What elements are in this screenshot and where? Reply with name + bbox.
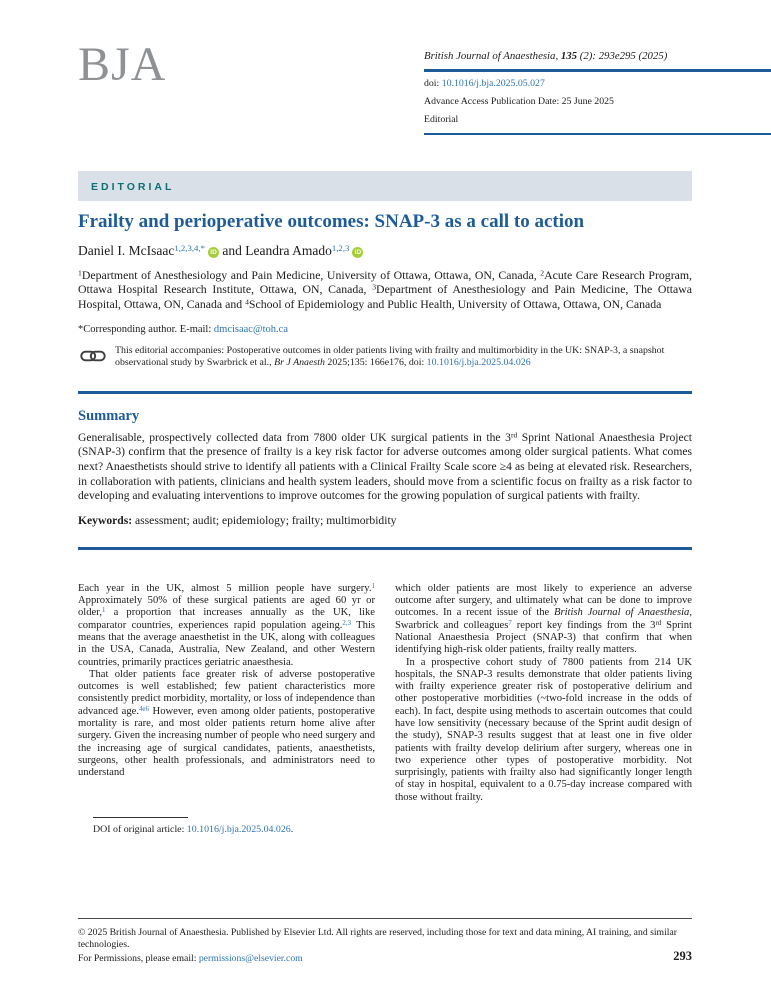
text-segment: Approximately 50% of these surgical patients are aged 60 yr or older, (78, 595, 375, 619)
editorial-banner-label: EDITORIAL (91, 181, 175, 193)
text-segment: Acute Care Research Program, Ottawa Hospital Research Institute, Ottawa, ON, Canada, (78, 267, 692, 297)
permissions-line (78, 953, 692, 965)
orcid-icon[interactable]: iD (208, 247, 219, 258)
inline-link[interactable]: dmcisaac@toh.ca (213, 323, 289, 335)
text-segment: rd (655, 619, 662, 627)
text-segment: *Corresponding author. E-mail: (78, 323, 214, 335)
inline-link[interactable]: 10.1016/j.bja.2025.04.026 (186, 824, 291, 836)
orcid-icon[interactable]: iD (352, 247, 363, 258)
citation-text (424, 50, 771, 62)
summary-heading: Summary (78, 407, 140, 424)
doi-note-text (93, 824, 375, 836)
text-segment: rd (510, 430, 518, 440)
article-title: Frailty and perioperative outcomes: SNAP-3 as a call to action (78, 211, 585, 232)
summary-paragraph (78, 431, 692, 504)
author-line (78, 243, 693, 259)
article-body (78, 583, 692, 837)
text-segment: DOI of original article: (93, 824, 187, 836)
reference-link[interactable]: 7 (508, 619, 512, 627)
text-segment: Department of Anesthesiology and Pain Medicine, The Ottawa Hospital, Ottawa, ON, Canada and (78, 282, 692, 311)
text-segment: a proportion that increases annually as the UK, like comparator countries, experiences rapid population ageing. (78, 607, 375, 631)
text-segment: This means that the average anaesthetist in the UK, along with colleagues in the USA, Canada, Australia, New Zealand, and other Western countries, primarily practices geriatric anaesthesia. (78, 619, 376, 668)
paragraph-group (395, 583, 692, 804)
text-segment: and Leandra Amado (219, 242, 332, 258)
header (0, 0, 771, 135)
affiliations (78, 268, 692, 312)
divider (424, 69, 771, 72)
paragraph (395, 657, 692, 805)
text-segment: Sprint National Anaesthesia Project (SNAP-3) confirm that the presence of frailty is a key risk factor for adverse outcomes among older surgical patients. What comes next? Anaesthetists should strive to identify all patients with a Clinical Frailty Scale score ≥4 as being at elevated risk. Researchers, in collaboration with patients, clinicians and health system leaders, should move from a scientific focus on frailty as a risk factor to developing and evaluating interventions to improve outcomes for the growing population of surgical patients with frailty. (78, 430, 693, 503)
inline-link[interactable]: permissions@elsevier.com (198, 952, 303, 964)
paragraph-group (78, 583, 375, 780)
text-segment: School of Epidemiology and Public Health, University of Ottawa, Ottawa, ON, Canada (248, 296, 662, 311)
text-segment: Generalisable, prospectively collected data from 7800 older UK surgical patients in the 3 (78, 430, 511, 444)
text-segment: This editorial accompanies: Postoperative outcomes in older patients living with frailty and multimorbidity in the UK: SNAP-3, a snapshot observational study by Swarbrick et al., (115, 344, 665, 369)
text-segment: Keywords: (78, 513, 135, 527)
citation-block (424, 50, 771, 135)
text-segment: 2025;135: 166e176, doi: (324, 357, 427, 369)
text-segment: doi: (424, 78, 442, 89)
doi-line (424, 78, 771, 90)
reference-link[interactable]: 2,3 (342, 619, 352, 627)
text-segment: 3 (372, 282, 377, 292)
article-type-label: Editorial (424, 114, 459, 125)
footer (78, 918, 692, 964)
text-segment: Department of Anesthesiology and Pain Medicine, University of Ottawa, Ottawa, ON, Canada, (81, 267, 541, 282)
corresponding-author (78, 324, 693, 335)
text-segment: 4 (245, 297, 249, 307)
reference-link[interactable]: 1 (371, 582, 375, 590)
text-segment: 135 (560, 50, 578, 62)
text-segment: which older patients are most likely to experience an adverse outcome after surgery, and ultimately what can be done to improve outcomes. In a recent issue of the (395, 582, 692, 619)
page-number: 293 (673, 949, 692, 963)
text-segment: Each year in the UK, almost 5 million people have surgery. (78, 582, 372, 594)
divider (78, 391, 692, 394)
inline-link[interactable]: 10.1016/j.bja.2025.05.027 (441, 78, 545, 89)
text-segment: , Swarbrick and colleagues (395, 607, 692, 631)
text-segment: That older patients face greater risk of adverse postoperative outcomes is well established; few patient characteristics more consistently predict morbidity, mortality, or loss of independence than advanced age. (78, 668, 375, 717)
text-segment: Br J Anaesth (274, 357, 325, 369)
text-segment: report key findings from the 3 (511, 619, 656, 631)
accompanying-note (80, 345, 692, 370)
copyright-text: © 2025 British Journal of Anaesthesia. Published by Elsevier Ltd. All rights are reserved, including those for text and data mining, AI training, and similar technologies. (78, 927, 677, 950)
paragraph (78, 669, 375, 780)
original-article-doi-note (93, 817, 375, 836)
text-segment: Daniel I. McIsaac (78, 242, 175, 258)
reference-link[interactable]: 1,2,3 (331, 242, 350, 253)
accompanying-note-text (115, 345, 692, 370)
reference-link[interactable]: 1,2,3,4,* (174, 242, 206, 253)
reference-link[interactable]: 1 (102, 607, 106, 615)
linked-article-icon (80, 347, 106, 365)
divider (78, 547, 692, 550)
footer-divider (78, 918, 692, 919)
journal-logo: BJA (78, 38, 167, 91)
text-segment: For Permissions, please email: (78, 952, 199, 964)
text-segment: (2): 293e295 (2025) (577, 50, 668, 62)
text-segment: Sprint National Anaesthesia Project (SNAP-3) that confirm that when identifying high-risk older patients, frailty really matters. (395, 619, 692, 656)
body-column-left (78, 583, 375, 837)
keywords-line (78, 514, 692, 527)
paragraph (78, 583, 375, 669)
advance-access-date: Advance Access Publication Date: 25 June 2025 (424, 96, 614, 107)
editorial-banner (78, 171, 692, 201)
text-segment: However, even among older patients, postoperative mortality is rare, and most older patients return home alive after surgery. Given the increasing number of people who need surgery and the increasing age of surgical candidates, patients, anaesthetists, surgeons, other health professionals, and administrators need to understand (78, 705, 375, 779)
reference-link[interactable]: 4e6 (138, 705, 149, 713)
paragraph (395, 583, 692, 657)
text-segment: 2 (540, 268, 545, 278)
text-segment: In a prospective cohort study of 7800 patients from 214 UK hospitals, the SNAP-3 results demonstrate that older patients living with frailty experience greater risk of postoperative delirium and other postoperative morbidities (~two-fold increase in the odds of each). In fact, despite using methods to ascertain outcomes that could have low sensitivity (necessary because of the Sprint audit design of the study), SNAP-3 results suggest that at least one in five older patients with frailty develop delirium after surgery, whereas one in two experience other types of postoperative morbidity. Not surprisingly, patients with frailty also had significantly longer length of stay in hospital, equivalent to a 0.75-day increase compared with those without frailty. (395, 656, 692, 803)
text-segment: British Journal of Anaesthesia, (424, 50, 561, 62)
body-column-right (395, 583, 692, 837)
text-segment: British Journal of Anaesthesia (553, 607, 690, 619)
inline-link[interactable]: 10.1016/j.bja.2025.04.026 (426, 357, 531, 369)
text-segment: 1 (78, 268, 82, 278)
divider (424, 133, 771, 135)
text-segment: assessment; audit; epidemiology; frailty; multimorbidity (135, 513, 397, 527)
footnote-divider (93, 817, 188, 818)
text-segment: . (290, 824, 294, 836)
